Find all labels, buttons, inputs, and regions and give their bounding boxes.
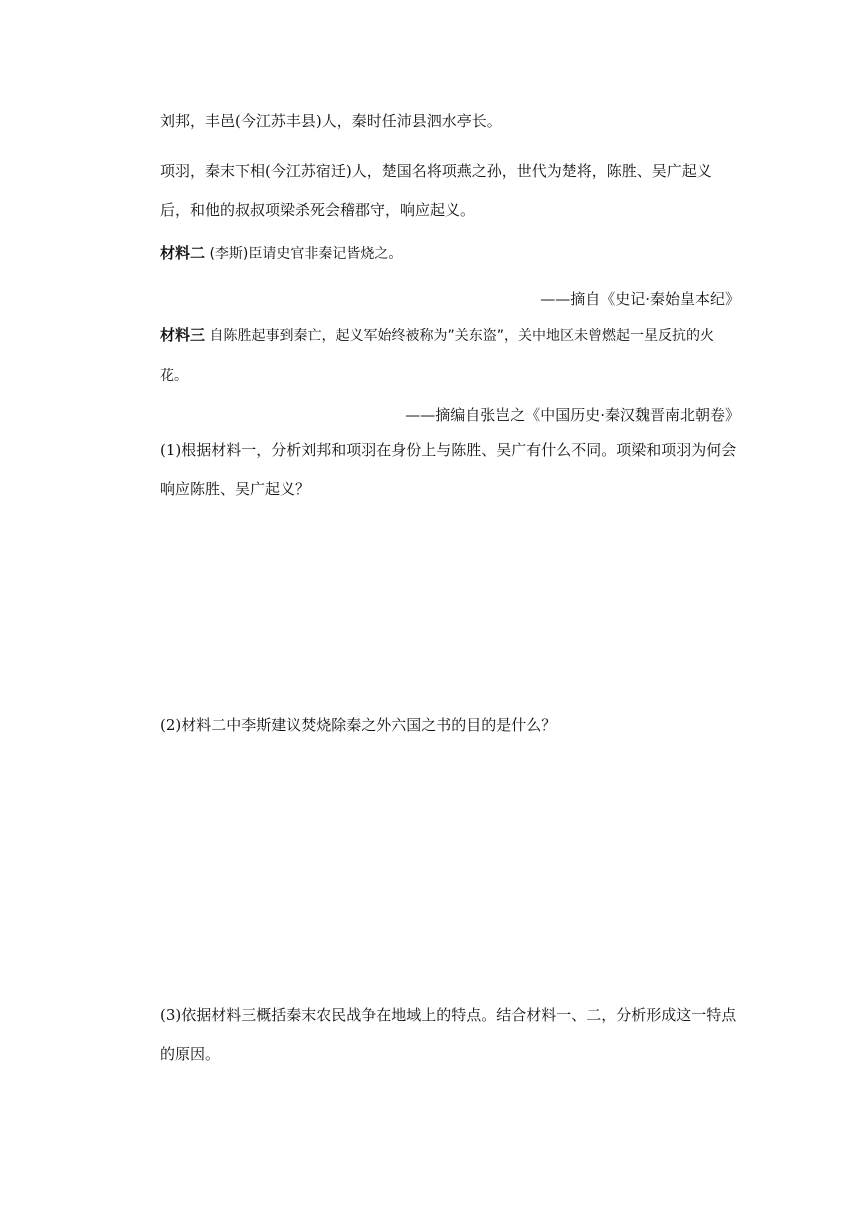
material-three-label: 材料三 (160, 326, 206, 344)
intro-liubang: 刘邦，丰邑(今江苏丰县)人，秦时任沛县泗水亭长。 (160, 112, 502, 130)
intro-xiangyu: 项羽，秦末下相(今江苏宿迁)人，楚国名将项燕之孙，世代为楚将，陈胜、吴广起义后，和他的叔叔项梁杀死会稽郡守，响应起义。 (160, 162, 712, 219)
material-three-text: 自陈胜起事到秦亡，起义军始终被称为”关东盗”，关中地区未曾燃起一星反抗的火花。 (160, 328, 714, 384)
question-3: (3)依据材料三概括秦末农民战争在地域上的特点。结合材料一、二，分析形成这一特点的原因。 (160, 1006, 737, 1063)
material-three-source: ——摘编自张岂之《中国历史·秦汉魏晋南北朝卷》 (405, 406, 740, 424)
question-2: (2)材料二中李斯建议焚烧除秦之外六国之书的目的是什么？ (160, 716, 557, 734)
question-1: (1)根据材料一，分析刘邦和项羽在身份上与陈胜、吴广有什么不同。项梁和项羽为何会响应陈胜、吴广起义？ (160, 441, 737, 498)
material-two-text: (李斯)臣请史官非秦记皆烧之。 (205, 246, 403, 262)
material-two-source: ——摘自《史记·秦始皇本纪》 (540, 290, 740, 308)
material-three (160, 316, 740, 396)
material-two (160, 243, 740, 264)
material-two-label: 材料二 (160, 244, 206, 262)
